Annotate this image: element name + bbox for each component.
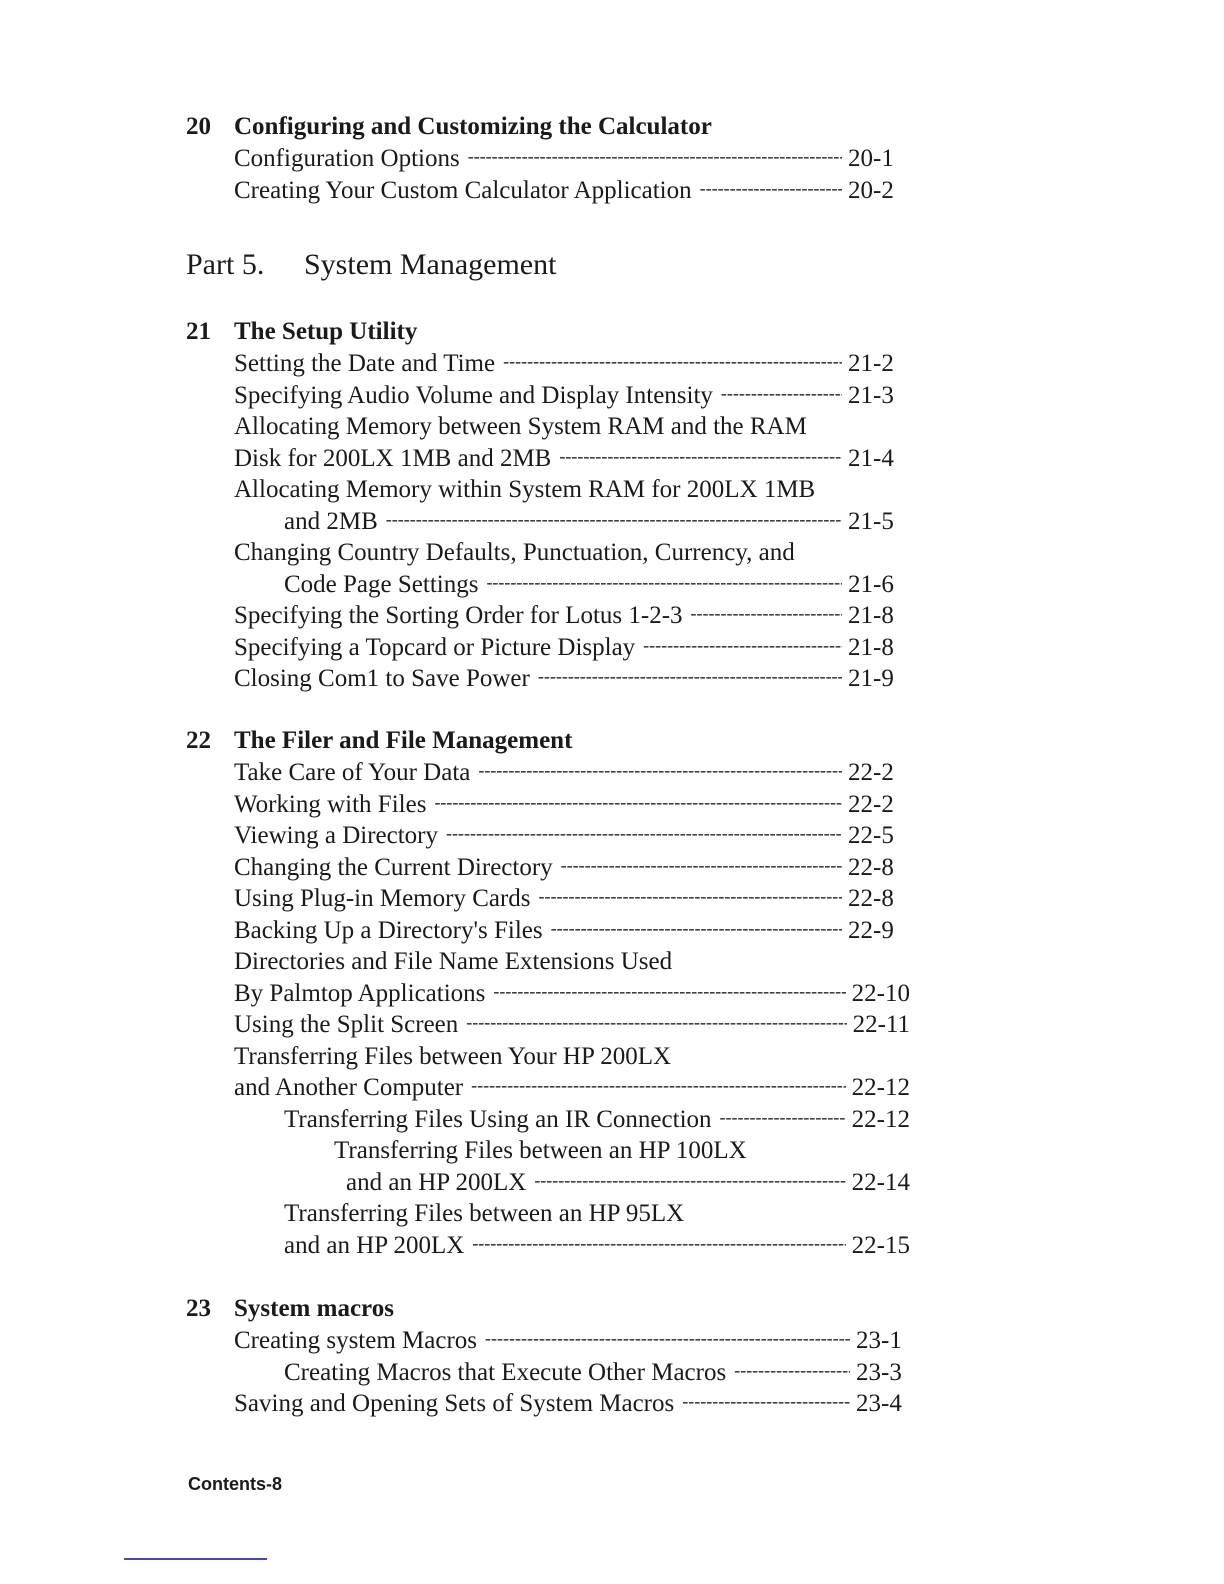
dot-leader [466,1012,846,1033]
dot-leader [493,981,845,1002]
entry-text: Closing Com1 to Save Power [234,665,530,692]
entry-text: Disk for 200LX 1MB and 2MB [234,444,552,472]
dot-leader [561,855,842,876]
entry-text: Specifying Audio Volume and Display Intensity [234,381,713,409]
dot-leader [643,635,842,656]
entry-page: 21-8 [848,602,894,629]
chapter-title: System macros [234,1295,394,1322]
toc-entry-line: Transferring Files between an HP 100LX [334,1137,747,1164]
entry-text: Creating Macros that Execute Other Macros [284,1358,727,1386]
entry-text: Viewing a Directory [234,822,438,849]
chapter-title: Configuring and Customizing the Calculator [234,113,712,140]
toc-entry [234,1011,910,1043]
entry-text: Transferring Files Using an IR Connection [284,1105,712,1133]
dot-leader [446,823,842,844]
dot-leader [486,572,842,593]
toc-entry [234,822,898,854]
toc-entry-line: Transferring Files between Your HP 200LX [234,1042,672,1070]
entry-page: 21-8 [848,633,894,661]
dot-leader [682,1391,850,1412]
entry-page: 22-10 [851,979,910,1007]
toc-entry [234,145,898,177]
dot-leader [538,666,842,687]
bottom-rule [124,1558,267,1560]
entry-page: 22-12 [851,1105,910,1133]
toc-entry [234,1074,910,1106]
toc-entry [234,350,898,382]
entry-page: 20-2 [848,176,894,204]
toc-entry-line: Allocating Memory within System RAM for 200LX 1MB [234,476,816,503]
entry-text: By Palmtop Applications [234,979,486,1007]
toc-entry [284,508,898,540]
dot-leader [471,1075,846,1096]
entry-page: 22-15 [851,1231,910,1259]
dot-leader [720,1107,846,1128]
dot-leader [551,918,842,939]
dot-leader [472,1233,845,1254]
part-title: System Management [304,248,557,281]
chapter-number: 22 [186,727,211,754]
part-label: Part 5. [186,248,265,281]
dot-leader [721,383,842,404]
toc-entry [234,177,898,209]
chapter-title: The Setup Utility [234,318,418,345]
chapter-22 [186,727,926,1263]
entry-text: Creating Your Custom Calculator Application [234,176,692,204]
entry-text: Saving and Opening Sets of System Macros [234,1390,675,1417]
chapter-23 [186,1295,926,1422]
dot-leader [539,886,842,907]
entry-text: Creating system Macros [234,1327,478,1354]
entry-text: Changing the Current Directory [234,853,553,881]
entry-text: Specifying the Sorting Order for Lotus 1-2-3 [234,602,683,629]
toc-entry [234,759,898,791]
toc-entry [234,885,898,917]
toc-entry [234,917,898,949]
entry-text: Specifying a Topcard or Picture Display [234,633,636,661]
toc-entry-line: Transferring Files between an HP 95LX [284,1200,685,1227]
entry-page: 21-5 [848,507,894,535]
chapter-heading [186,727,926,759]
entry-page: 21-6 [848,570,894,598]
entry-page: 22-12 [851,1074,910,1101]
entry-text: Working with Files [234,790,427,818]
chapter-number: 20 [186,113,211,140]
entry-page: 22-2 [848,759,894,786]
toc-entry [234,1390,906,1422]
toc-entry [284,571,898,603]
entry-text: Take Care of Your Data [234,759,471,786]
entry-page: 22-11 [852,1011,910,1038]
entry-page: 23-1 [856,1327,902,1354]
entry-page: 21-2 [848,350,894,377]
toc-entry [284,1359,906,1391]
page-footer: Contents-8 [188,1474,282,1494]
toc-entry [234,1327,906,1359]
entry-text: Setting the Date and Time [234,350,496,377]
dot-leader [468,146,842,167]
dot-leader [434,792,842,813]
entry-page: 21-9 [848,665,894,692]
entry-text: Backing Up a Directory's Files [234,916,543,944]
entry-page: 22-9 [848,916,894,944]
chapter-21 [186,318,926,697]
entry-text: Using Plug-in Memory Cards [234,885,531,912]
dot-leader [386,509,842,530]
toc-entry [234,634,898,666]
entry-text: and an HP 200LX [284,1231,465,1259]
chapter-heading [186,318,926,350]
entry-page: 21-3 [848,381,894,409]
entry-page: 23-4 [856,1390,902,1417]
entry-text: Using the Split Screen [234,1011,459,1038]
toc-entry [234,980,910,1012]
toc-entry [234,665,898,697]
toc-entry-line: Changing Country Defaults, Punctuation, Currency, and [234,539,795,566]
dot-leader [734,1360,850,1381]
chapter-title: The Filer and File Management [234,727,573,754]
dot-leader [691,603,842,624]
part-heading [186,248,556,282]
toc-entry-line: Allocating Memory between System RAM and the RAM [234,413,807,440]
entry-page: 22-8 [848,885,894,912]
toc-entry-line: Directories and File Name Extensions Used [234,948,673,975]
chapter-number: 21 [186,318,211,345]
entry-text: and 2MB [284,507,378,535]
toc-entry [234,854,898,886]
entry-text: Code Page Settings [284,570,479,598]
entry-page: 20-1 [848,145,894,172]
toc-entry [234,382,898,414]
dot-leader [700,178,842,199]
dot-leader [534,1170,845,1191]
dot-leader [503,351,842,372]
dot-leader [559,446,842,467]
toc-entry [234,791,898,823]
entry-page: 22-8 [848,853,894,881]
dot-leader [485,1328,850,1349]
entry-page: 21-4 [848,444,894,472]
toc-entry [234,445,898,477]
entry-page: 22-14 [851,1168,910,1196]
toc-entry [234,602,898,634]
entry-page: 22-5 [848,822,894,849]
entry-page: 22-2 [848,790,894,818]
toc-entry [346,1169,910,1201]
chapter-heading [186,1295,926,1327]
entry-text: and an HP 200LX [346,1168,527,1196]
toc-entry [284,1106,910,1138]
chapter-number: 23 [186,1295,211,1322]
toc-entry [284,1232,910,1264]
entry-text: Configuration Options [234,145,460,172]
entry-page: 23-3 [856,1358,902,1386]
dot-leader [478,760,842,781]
chapter-20 [186,113,926,208]
chapter-heading [186,113,926,145]
entry-text: and Another Computer [234,1074,464,1101]
